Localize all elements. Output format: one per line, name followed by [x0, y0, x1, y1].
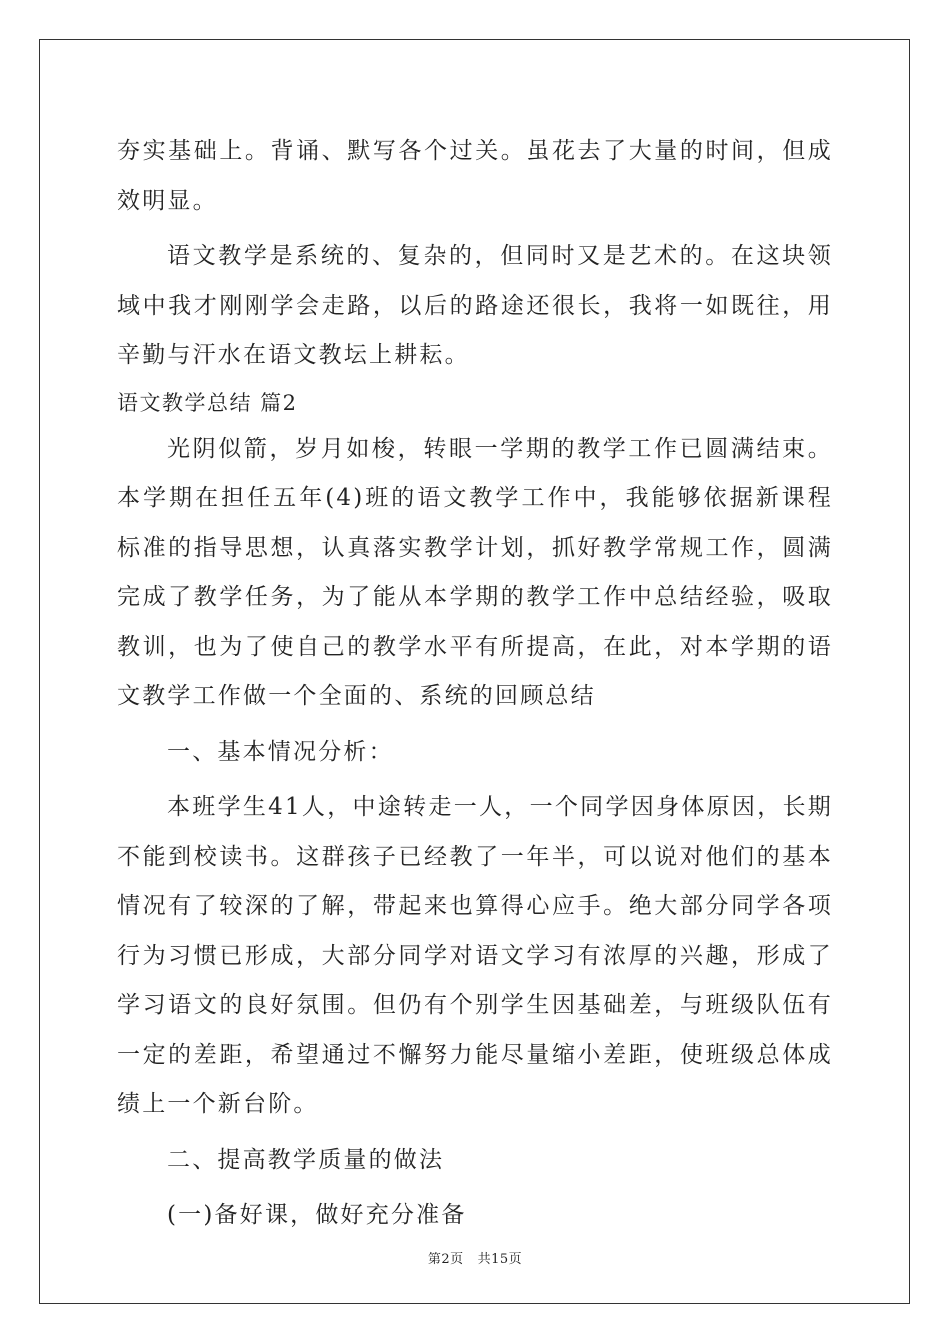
paragraph-class-situation: 本班学生41人，中途转走一人，一个同学因身体原因，长期不能到校读书。这群孩子已经教了一年半，可以说对他们的基本情况有了较深的了解，带起来也算得心应手。绝大部分同学各项行为习惯已形成，大部分同学对语文学习有浓厚的兴趣，形成了学习语文的良好氛围。但仍有个别学生因基础差，与班级队伍有一定的差距，希望通过不懈努力能尽量缩小差距，使班级总体成绩上一个新台阶。 [117, 794, 833, 1117]
paragraph-continuation: 夯实基础上。背诵、默写各个过关。虽花去了大量的时间，但成效明显。 [117, 138, 833, 214]
page-number: 第2页 [427, 1252, 464, 1267]
subheading-basic-situation: 一、基本情况分析： [167, 738, 394, 765]
subheading-lesson-prep: (一)备好课，做好充分准备 [167, 1202, 467, 1228]
paragraph-reflection: 语文教学是系统的、复杂的，但同时又是艺术的。在这块领域中我才刚刚学会走路，以后的路途还很长，我将一如既往，用辛勤与汗水在语文教坛上耕耘。 [117, 243, 833, 368]
page-footer [0, 1248, 950, 1267]
paragraph-intro: 光阴似箭，岁月如梭，转眼一学期的教学工作已圆满结束。本学期在担任五年(4)班的语文教学工作中，我能够依据新课程标准的指导思想，认真落实教学计划，抓好教学常规工作，圆满完成了教学任务，为了能从本学期的教学工作中总结经验，吸取教训，也为了使自己的教学水平有所提高，在此，对本学期的语文教学工作做一个全面的、系统的回顾总结 [117, 435, 833, 709]
section-heading: 语文教学总结 篇2 [117, 390, 298, 415]
document-body [117, 127, 833, 1241]
subheading-methods: 二、提高教学质量的做法 [167, 1146, 445, 1173]
page-total: 共15页 [477, 1252, 523, 1267]
